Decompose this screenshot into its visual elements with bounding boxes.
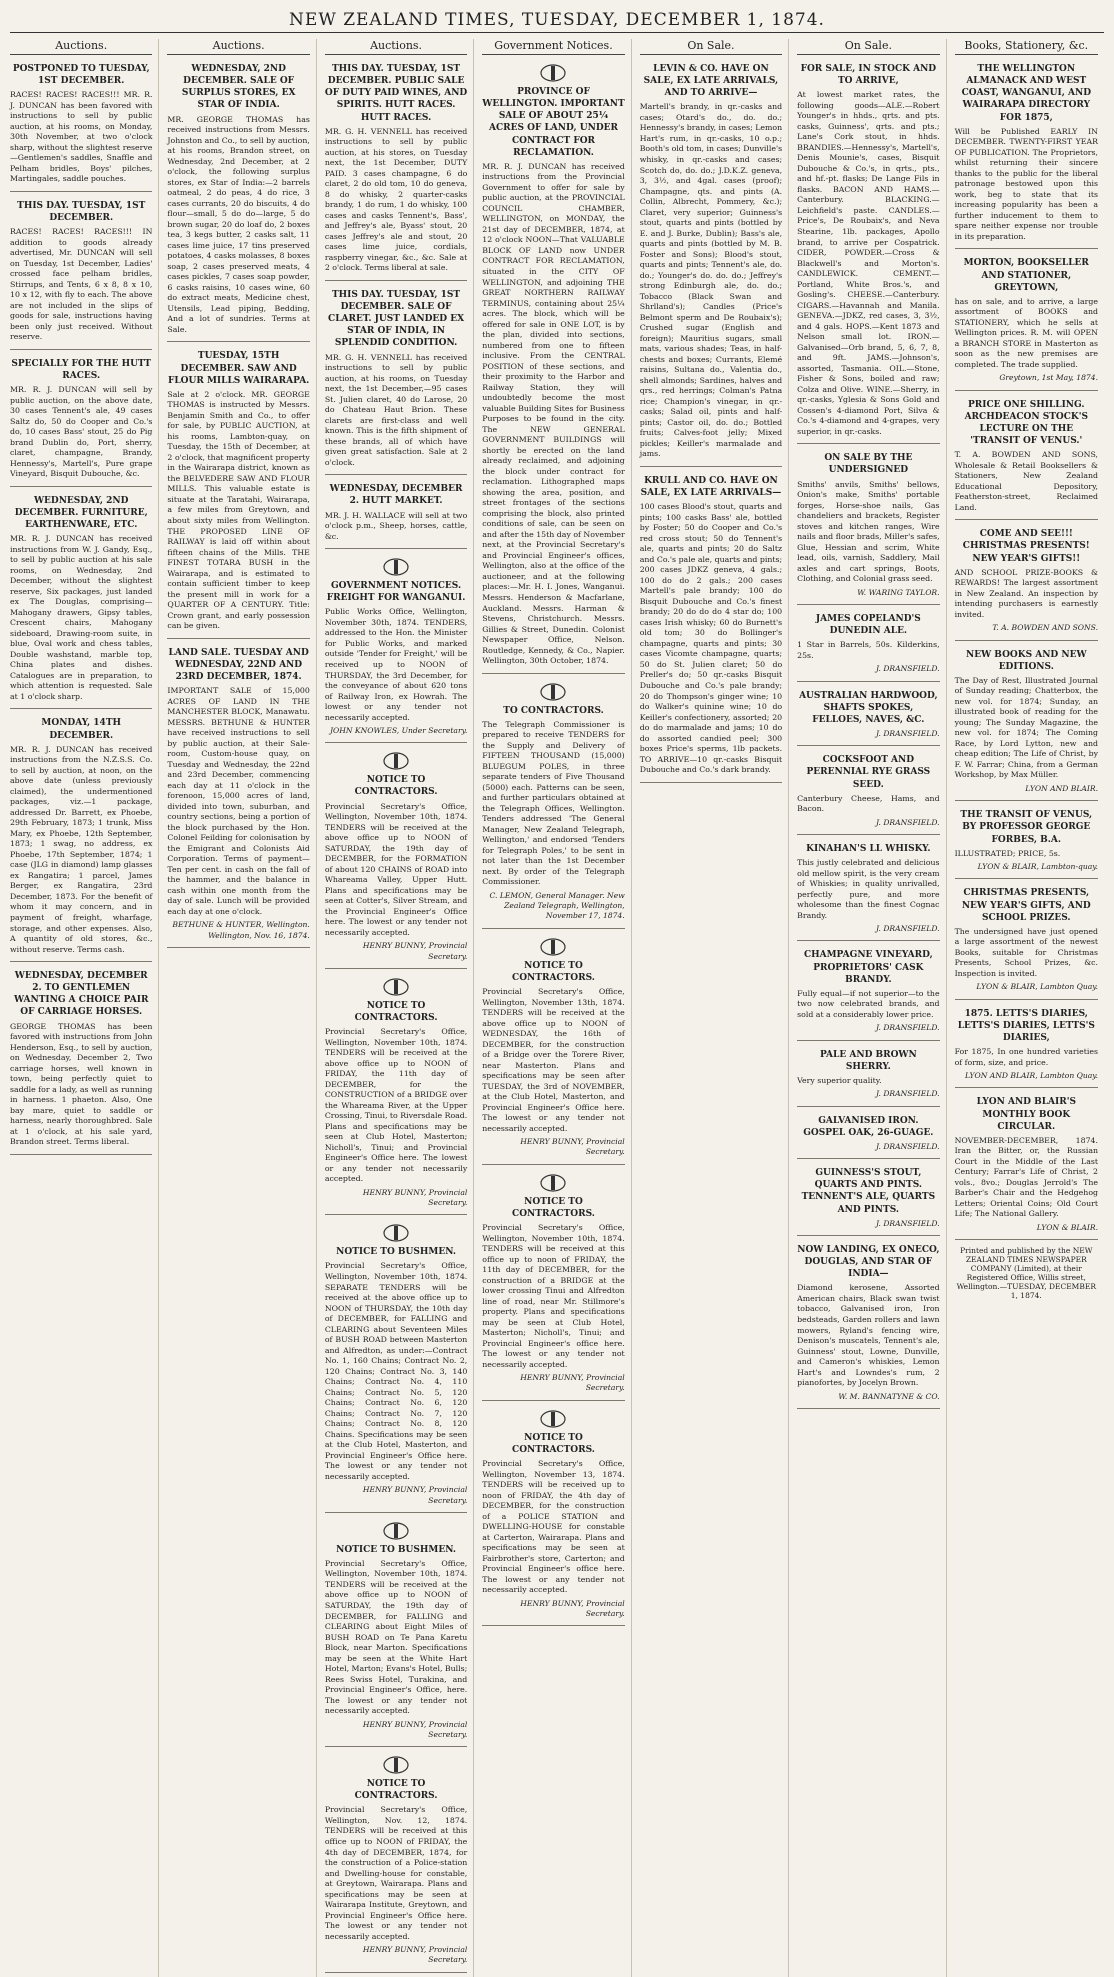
advertisement	[10, 59, 152, 192]
ad-body: Provincial Secretary's Office, Wellington, November 10th, 1874. TENDERS will be received at the above office up to NOON of SATURDAY, the 19th day of DECEMBER, for FALLING and CLEARING about Eight Miles of BUSH ROAD on Te Pana Karetu Block, near Marton. Specifications may be seen at the White Hart Hotel, Marton; Evans's Hotel, Bulls; Rees Swiss Hotel, Turakina, and Provincial Engineer's Office, here. The lowest or any tender not necessarily accepted.	[324, 1558, 468, 1716]
ad-title: NOW LANDING, EX ONECO, DOUGLAS, AND STAR OF INDIA—	[797, 1245, 940, 1280]
ad-signature: J. DRANSFIELD.	[876, 817, 940, 827]
ad-signature: J. DRANSFIELD.	[876, 728, 940, 738]
ad-title: NOTICE TO CONTRACTORS.	[354, 1000, 438, 1023]
ad-body: MR. R. J. DUNCAN has received instructions from the N.Z.S.S. Co. to sell by auction, at noon, on the above date (unless previously claimed), the undermentioned packages, viz.—1 package, addressed Dr. Barrett, ex Phoebe, 29th February, 1873; 1 trunk, Miss Mary, ex Phoebe, 12th September, 1873; 1 swag, no address, ex Phoebe, 17th September, 1874; 1 case (JLG in diamond) lamp glasses ex Rangatira; 1 parcel, James Berger, ex Rangatira, 23rd December, 1873. For the benefit of whom it may concern, and in payment of freight, wharfage, storage, and other expenses. Also, A quantity of old stores, &c., without reserve. Terms cash.	[10, 744, 153, 954]
column-4	[482, 39, 631, 1977]
advertisement	[10, 491, 152, 710]
ad-body: The undersigned have just opened a large assortment of the newest Books, suitable for Christmas Presents, School Prizes, &c. Inspection is invited.	[954, 926, 1098, 978]
ad-title: 1875. LETTS'S DIARIES, LETTS'S DIARIES, LETTS'S DIARIES,	[957, 1008, 1095, 1043]
ad-title: POSTPONED TO TUESDAY, 1ST DECEMBER.	[12, 64, 150, 87]
advertisement	[482, 1169, 624, 1401]
advertisement	[797, 1111, 939, 1160]
ad-body: MR. G. H. VENNELL has received instructions to sell by public auction, at his rooms, on Tuesday next, the 1st December,—95 cases St. Julien claret, 40 do Larose, 20 do Chateau Haut Brion. These clarets are first-class and well known. This is the fifth shipment of these brands, all of which have given great satisfaction. Sale at 2 o'clock.	[324, 352, 468, 467]
ad-signature: LYON & BLAIR, Lambton Quay.	[976, 982, 1098, 992]
advertisement	[167, 643, 309, 948]
ad-title: TUESDAY, 15TH DECEMBER. SAW AND FLOUR MILLS WAIRARAPA.	[167, 351, 310, 386]
crest-icon	[538, 63, 568, 83]
ad-signature: HENRY BUNNY, Provincial Secretary.	[520, 1373, 625, 1393]
ad-title: AUSTRALIAN HARDWOOD, SHAFTS SPOKES, FELLOES, NAVES, &C.	[799, 690, 938, 725]
advertisement	[482, 933, 624, 1165]
advertisement	[797, 448, 939, 605]
section-heading: Government Notices.	[482, 39, 624, 55]
ad-title: SPECIALLY FOR THE HUTT RACES.	[11, 358, 151, 382]
advertisement	[797, 609, 939, 682]
ad-body: At lowest market rates, the following goods—ALE.—Robert Younger's in hhds., qrts. and pts. casks, Guinness', qrts. and pts.; Lane's Cork stout, in hhds. BRANDIES.—Hennessy's, Martell's, Denis Mounie's, cases, Bisquit Dubouche & Co.'s, in qrts., pts., and hf.-pt. flasks; De Lange Fils in flasks. BACON AND HAMS.—Canterbury. BLACKING.—Leichfield's paste. CANDLES.—Price's, De Roubaix's, and Neva Stearine, 1lb. packages, Apollo brand, to arrive per Cospatrick. CIDER, POWDER.—Cross & Blackwell's and Morton's. CANDLEWICK. CEMENT.—Portland, White Bros.'s, and Gosling's. CHEESE.—Canterbury. CIGARS.—Havannah and Manila. GENEVA.—JDKZ, red cases, 3, 3½, and 4 gals. HOPS.—Kent 1873 and Nelson small lot. IRON.—Galvanised—Orb brand, 5, 6, 7, 8, and 9ft. JAMS.—Johnson's, assorted, Tasmania. OIL.—Stone, Fisher & Sons, boiled and raw; Colza and Olive. WINE.—Sherry, in qr.-casks, Yglesia & Sons Gold and Cossen's 4-diamond Port, Silva & Co.'s 4-diamond and 4-grapes, very superior, in qr.-casks.	[797, 90, 940, 436]
advertisement	[955, 1092, 1098, 1240]
ad-title: WEDNESDAY, 2ND DECEMBER. SALE OF SURPLUS STORES, EX STAR OF INDIA.	[181, 64, 296, 111]
ad-title: THE TRANSIT OF VENUS, BY PROFESSOR GEORGE FORBES, B.A.	[960, 810, 1093, 845]
advertisement	[797, 1240, 939, 1409]
column-7	[955, 39, 1104, 1977]
advertisement	[325, 1219, 467, 1512]
ad-body: T. A. BOWDEN AND SONS, Wholesale & Retail Booksellers & Stationers, New Zealand Educational Depository, Featherston-street, Reclaimed Land.	[954, 450, 1098, 512]
ad-body: IMPORTANT SALE of 15,000 ACRES OF LAND IN THE MANCHESTER BLOCK, Manawatu. MESSRS. BETHUNE & HUNTER have received instructions to sell by public auction, at their Sale-room, Custom-house quay, on Tuesday and Wednesday, the 22nd and 23rd December, commencing each day at 11 o'clock in the forenoon, 15,000 acres of land, divided into town, suburban, and country sections, being a portion of the block purchased by the Hon. Colonel Feilding for colonisation by the Emigrant and Colonists Aid Corporation. Terms of payment—Ten per cent. in cash on the fall of the hammer, and the balance in cash within one month from the day of sale. Lunch will be provided each day at one o'clock.	[167, 686, 310, 916]
ad-signature: LYON AND BLAIR.	[1025, 784, 1098, 793]
crest-icon	[381, 557, 411, 577]
ad-body: Smiths' anvils, Smiths' bellows, Onion's make, Smiths' portable forges, Horse-shoe nails, Gas chandeliers and brackets, Register stoves and kitchen ranges, Wire nails and floor brads, Miller's safes, Glue, Hessian and scrim, White lead, oils, varnish, Saddlery, Mail axles and cart springs, Boots, Clothing, and Colonial grass seed.	[797, 479, 940, 584]
advertisement	[797, 686, 939, 747]
ad-title: TO CONTRACTORS.	[503, 705, 604, 716]
ad-title: WEDNESDAY, DECEMBER 2. TO GENTLEMEN WANTING A CHOICE PAIR OF CARRIAGE HORSES.	[13, 971, 149, 1018]
ad-title: GUINNESS'S STOUT, QUARTS AND PINTS. TENNENT'S ALE, QUARTS AND PINTS.	[801, 1168, 936, 1215]
ad-body: GEORGE THOMAS has been favored with instructions from John Henderson, Esq., to sell by auction, on Wednesday, December 2, Two carriage horses, well known in town, being perfectly quiet to saddle for a lady, as well as running in harness. 1 phaeton. Also, One bay mare, quiet to saddle or harness, nearly thoroughbred. Sale at 1 o'clock, at his sale yard, Brandon street. Terms liberal.	[10, 1021, 153, 1147]
crest-icon	[381, 1223, 411, 1243]
ad-body: Provincial Secretary's Office, Wellington, November 10th, 1874. TENDERS will be received at the above office up to NOON of SATURDAY, the 19th day of DECEMBER, for the FORMATION of about 120 CHAINS of ROAD into Whareama Valley, Upper Hutt. Plans and specifications may be seen at Cotter's, Silver Stream, and the Provincial Engineer's Office here. The lowest or any tender not necessarily accepted.	[324, 801, 468, 937]
ad-title: NOTICE TO CONTRACTORS.	[354, 1779, 438, 1802]
imprint-footer: Printed and published by the NEW ZEALAND TIMES NEWSPAPER COMPANY (Limited), at their Registered Office, Willis street, Wellington.—TUESDAY, DECEMBER 1, 1874.	[956, 1246, 1096, 1301]
ad-body: MR. GEORGE THOMAS has received instructions from Messrs. Johnston and Co., to sell by auction, at his rooms, Brandon street, on Wednesday, 2nd December, at 2 o'clock, the following surplus stores, ex Star of India:—2 barrels oatmeal, 2 do peas, 4 do rice, 3 cases currants, 20 do biscuits, 4 do flour—small, 5 do do—large, 5 do brown sugar, 20 do loaf do, 2 boxes tea, 3 kegs butter, 2 casks salt, 11 cases lime juice, 17 tins preserved potatoes, 4 casks molasses, 8 boxes soap, 2 cases preserved meats, 4 cases pickles, 7 cases soap powder, 6 casks raisins, 10 cases wine, 60 do extract meats, Medicine chest, Utensils, Lead piping, Bedding, And a lot of sundries. Terms at Sale.	[167, 114, 310, 334]
advertisement	[797, 1163, 939, 1236]
ad-signature: Greytown, 1st May, 1874.	[999, 373, 1098, 383]
ad-signature: HENRY BUNNY, Provincial Secretary.	[520, 1598, 625, 1618]
advertisement	[797, 945, 939, 1040]
ad-title: THE WELLINGTON ALMANACK AND WEST COAST, WANGANUI, AND WAIRARAPA DIRECTORY FOR 1875,	[961, 64, 1091, 123]
ad-title: PALE AND BROWN SHERRY.	[819, 1049, 917, 1072]
ad-title: MORTON, BOOKSELLER AND STATIONER, GREYTOWN,	[963, 258, 1089, 293]
ad-body: This justly celebrated and delicious old mellow spirit, is the very cream of Whiskies; in quality unrivalled, perfectly pure, and more wholesome than the finest Cognac Brandy.	[797, 858, 940, 920]
section-heading: Auctions.	[167, 39, 309, 55]
ad-body: Provincial Secretary's Office, Wellington, November 13th, 1874. TENDERS will be received at the above office up to NOON of WEDNESDAY, the 16th of DECEMBER, for the construction of a Bridge over the Torere River, near Masterton. Plans and specifications may be seen after TUESDAY, the 3rd of NOVEMBER, at the Club Hotel, Masterton, and Provincial Engineer's Office here. The lowest or any tender not necessarily accepted.	[482, 987, 625, 1133]
ad-body: Will be Published EARLY IN DECEMBER. TWENTY-FIRST YEAR OF PUBLICATION. The Proprietors, whilst returning their sincere thanks to the public for the liberal patronage bestowed upon this work, beg to state that its increasing popularity has been a further inducement to them to spare neither expense nor trouble in its preparation.	[954, 126, 1098, 241]
advertisement	[955, 59, 1098, 249]
column-6	[797, 39, 946, 1977]
ad-body: Provincial Secretary's Office, Wellington, November 10th, 1874. TENDERS will be received at this office up to noon of FRIDAY, the 11th day of DECEMBER, for the construction of a BRIDGE at the lower crossing Tinui and Alfredton line of road, near Mr. Stillmore's property. Plans and specifications may be seen at Club Hotel, Masterton; Nicholl's, Tinui; and Provincial Engineer's office here. The lowest or any tender not necessarily accepted.	[482, 1223, 625, 1369]
ad-signature: W. WARING TAYLOR.	[857, 587, 940, 597]
ad-title: WEDNESDAY, DECEMBER 2. HUTT MARKET.	[329, 484, 463, 507]
ad-signature: J. DRANSFIELD.	[876, 664, 940, 674]
advertisement	[10, 354, 152, 487]
ad-body: 1 Star in Barrels, 50s. Kilderkins, 25s.	[797, 640, 940, 660]
advertisement	[167, 59, 309, 342]
ad-body: MR. R. J. DUNCAN will sell by public auction, on the above date, 30 cases Tennent's ale, 49 cases Saltz do, 50 do Cooper and Co.'s do, 10 cases Bass' stout, 25 do Pig brand Dublin do, Port, sherry, claret, champagne, Brandy, Hennessy's, Martell's, Pure grape Vineyard, Bisquit Dubouche, &c.	[10, 385, 153, 479]
advertisement	[325, 1517, 467, 1747]
ad-body: MR. R. J. DUNCAN has received instructions from the Provincial Government to offer for sale by public auction, at the PROVINCIAL COUNCIL CHAMBER, WELLINGTON, on MONDAY, the 21st day of DECEMBER, 1874, at 12 o'clock NOON—That VALUABLE BLOCK OF LAND now UNDER CONTRACT FOR RECLAMATION, situated in the CITY OF WELLINGTON, and adjoining THE GREAT NORTHERN RAILWAY TERMINUS, containing about 25¼ acres. The block, which will be offered for sale in ONE LOT, is by the plan, divided into sections, numbered from one to fifteen inclusive. From the CENTRAL POSITION of these sections, and their proximity to the Harbor and Railway Station, they will undoubtedly become the most valuable Building Sites for Business Purposes to be found in the city. The NEW GENERAL GOVERNMENT BUILDINGS will shortly be erected on the land already reclaimed, and adjoining the block under contract for reclamation. Lithographed maps showing the area, position, and street frontages of the sections comprising the block, also printed conditions of sale, can be seen on and after the 15th day of November next, at the Provincial Secretary's and Provincial Engineer's offices, Wellington, also at the office of the auctioneer, and at the following places:—Mr. H. I. Jones, Wanganui. Messrs. Henderson & Macfarlane, Auckland. Messrs. Harman & Stevens, Christchurch. Messrs. Gillies & Street, Dunedin. Colonist Newspaper Office, Nelson. Routledge, Kennedy, & Co., Napier. Wellington, 30th October, 1874.	[482, 161, 625, 666]
advertisement	[797, 750, 939, 835]
ad-signature: J. DRANSFIELD.	[876, 1089, 940, 1099]
ad-body: MR. J. H. WALLACE will sell at two o'clock p.m., Sheep, horses, cattle, &c.	[324, 510, 468, 541]
section-heading: On Sale.	[797, 39, 939, 55]
advertisement	[955, 1004, 1098, 1089]
advertisement	[482, 1405, 624, 1626]
advertisement	[955, 524, 1098, 640]
masthead-title: NEW ZEALAND TIMES, TUESDAY, DECEMBER 1, 1874.	[10, 8, 1104, 33]
ad-signature: C. LEMON, General Manager. New Zealand Telegraph, Wellington, November 17, 1874.	[489, 890, 625, 921]
advertisement	[325, 285, 467, 475]
crest-icon	[538, 937, 568, 957]
ad-title: KINAHAN'S LL WHISKY.	[806, 843, 931, 854]
ad-title: KRULL AND CO. HAVE ON SALE, EX LATE ARRIVALS—	[640, 475, 782, 499]
ad-title: LAND SALE. TUESDAY AND WEDNESDAY, 22ND AND 23RD DECEMBER, 1874.	[168, 647, 309, 682]
ad-body: AND SCHOOL PRIZE-BOOKS & REWARDS! The largest assortment in New Zealand. An inspection by intending purchasers is earnestly invited.	[954, 567, 1098, 619]
ad-body: Provincial Secretary's Office, Wellington, November 13, 1874. TENDERS will be received up to noon of FRIDAY, the 4th day of DECEMBER, for the construction of a POLICE STATION and DWELLING-HOUSE for constable at Carterton, Wairarapa. Plans and specifications may be seen at Fairbrother's store, Carterton; and Provincial Engineer's office here. The lowest or any tender not necessarily accepted.	[482, 1459, 625, 1595]
ad-body: NOVEMBER-DECEMBER, 1874. Iran the Bitter, or, the Russian Court in the Middle of the Last Century; Farrar's Life of Christ, 2 vols., 8vo.; Douglas Jerrold's The Barber's Chair and the Hedgehog Letters; Oriental Coins; Old Court Life; The National Gallery.	[954, 1135, 1098, 1219]
ad-title: NOTICE TO BUSHMEN.	[336, 1544, 456, 1555]
advertisement	[955, 883, 1098, 999]
ad-signature: HENRY BUNNY, Provincial Secretary.	[362, 1945, 468, 1965]
crest-icon	[381, 977, 411, 997]
ad-body: Diamond kerosene, Assorted American chairs, Black swan twist tobacco, Galvanised iron, Iron bedsteads, Garden rollers and lawn mowers, Ryland's fencing wire, Denison's muscatels, Tennent's ale, Guinness' stout, Lowne, Dunville, and Cameron's whiskies, Lemon Hart's and Lowndes's rum, 2 pianofortes, by Jocelyn Brown.	[797, 1283, 940, 1388]
crest-icon	[381, 1521, 411, 1541]
column-2	[167, 39, 316, 1977]
ad-title: NOTICE TO CONTRACTORS.	[512, 1196, 595, 1219]
column-3	[325, 39, 474, 1977]
ad-title: NOTICE TO CONTRACTORS.	[354, 775, 438, 798]
ad-title: LYON AND BLAIR'S MONTHLY BOOK CIRCULAR.	[976, 1097, 1076, 1132]
ad-body: RACES! RACES! RACES!!! MR. R. J. DUNCAN has been favored with instructions to sell by public auction, at his rooms, on Monday, 30th November, at two o'clock sharp, without the slightest reserve—Gentlemen's saddles, Snaffle and Pelham bridles, Boys' pilches, Martingales, saddle pouches.	[10, 90, 153, 184]
advertisement	[10, 966, 152, 1155]
ad-body: Provincial Secretary's Office, Wellington, November 10th, 1874. SEPARATE TENDERS will be received at the above office up to NOON of THURSDAY, the 10th day of DECEMBER, for FALLING and CLEARING about Seventeen Miles of BUSH ROAD between Masterton and Alfredton, as under:—Contract No. 1, 160 Chains; Contract No. 2, 120 Chains; Contract No. 3, 140 Chains; Contract No. 4, 110 Chains; Contract No. 5, 120 Chains; Contract No. 6, 120 Chains; Contract No. 7, 120 Chains; Contract No. 8, 120 Chains. Specifications may be seen at the Club Hotel, Masterton, and Provincial Engineer's Office here. The lowest or any tender not necessarily accepted.	[324, 1261, 468, 1481]
ad-title: NEW BOOKS AND NEW EDITIONS.	[965, 649, 1087, 672]
advertisement	[955, 805, 1098, 879]
ad-signature: W. M. BANNATYNE & CO.	[838, 1391, 940, 1401]
ad-signature: J. DRANSFIELD.	[876, 1141, 940, 1151]
ad-title: PROVINCE OF WELLINGTON. IMPORTANT SALE OF ABOUT 25¼ ACRES OF LAND, UNDER CONTRACT FOR RECLAMATION.	[482, 87, 625, 158]
advertisement	[955, 253, 1098, 390]
advertisement	[797, 59, 939, 444]
advertisement	[640, 471, 782, 783]
ad-signature: J. DRANSFIELD.	[876, 1023, 940, 1033]
section-heading: Auctions.	[325, 39, 467, 55]
advertisement	[325, 553, 467, 743]
ad-signature: HENRY BUNNY, Provincial Secretary.	[520, 1137, 625, 1157]
crest-icon	[538, 1409, 568, 1429]
ad-body: Martell's brandy, in qr.-casks and cases; Otard's do., do. do.; Hennessy's brandy, in cases; Lemon Hart's rum, in qr.-casks, 10 o.p.; Booth's old tom, in cases; Dunville's whisky, in qr.-casks and cases; Scotch do, do. do.; J.D.K.Z. geneva, 3, 3½, and 4gal. cases (proof); Champagne, qts. and pints (A. Collin, Albrecht, Pommery, &c.); Claret, very superior; Guinness's stout, quarts and pints (bottled by E. and J. Burke, Dublin); Bass's ale, quarts and pints (bottled by M. B. Foster and Sons); Blood's stout, quarts and pints; Tennent's ale, do. do.; Younger's do. do. do.; Jeffrey's strong Edinburgh ale, do. do.; Tobacco (Black Swan and Shrlland's); Candles (Price's Belmont sperm and De Roubaix's); Crushed sugar (English and foreign); Mauritius sugars, small mats, various shades; Teas, in half-chests and boxes; Currants, Elemé raisins, Sultana do., Valentia do., shell almonds; Sardines, halves and qrs., red herrings; Colman's Patna rice; Champion's vinegar, in qr.-casks; Salad oil, pints and half-pints; Castor oil, do. do.; Bottled fruits; Calves-foot jelly; Mixed pickles; Keiller's marmalade and jams.	[639, 102, 783, 459]
crest-icon	[381, 751, 411, 771]
ad-title: CHRISTMAS PRESENTS, NEW YEAR'S GIFTS, AND SCHOOL PRIZES.	[961, 888, 1091, 923]
advertisement	[325, 1751, 467, 1972]
column-1	[10, 39, 159, 1977]
ad-title: CHAMPAGNE VINEYARD, PROPRIETORS' CASK BRANDY.	[803, 950, 933, 985]
ad-title: GALVANISED IRON. GOSPEL OAK, 26-GUAGE.	[803, 1115, 934, 1138]
ad-signature: HENRY BUNNY, Provincial Secretary.	[362, 1485, 468, 1505]
ad-title: MONDAY, 14TH DECEMBER.	[41, 718, 122, 741]
ad-body: has on sale, and to arrive, a large assortment of BOOKS and STATIONERY, which he sells at Wellington prices. R. M. will OPEN a BRANCH STORE in Masterton as soon as the new premises are completed. The trade supplied.	[954, 296, 1098, 369]
crest-icon	[381, 1755, 411, 1775]
ad-body: Provincial Secretary's Office, Wellington, Nov. 12, 1874. TENDERS will be received at this office up to NOON of FRIDAY, the 4th day of DECEMBER, 1874, for the construction of a Police-station and Dwelling-house for constable, at Greytown, Wairarapa. Plans and specifications may be seen at Wairarapa Institute, Greytown, and Provincial Engineer's Office here. The lowest or any tender not necessarily accepted.	[324, 1805, 468, 1941]
ad-body: 100 cases Blood's stout, quarts and pints; 100 casks Bass' ale, bottled by Foster; 50 do Cooper and Co.'s red cross stout; 50 do Tennent's ale, quarts and pints; 20 do Saltz and Co.'s pale ale, quarts and pints; 200 cases JDKZ geneva, 4 gals.; 100 do do 2 gals.; 200 cases Martell's pale brandy; 100 do Bisquit Dubouche and Co.'s finest brandy; 20 do do do 4 star do; 100 cases Irish whisky; 60 do Burnett's old tom; 30 do Bollinger's champagne, quarts and pints; 30 cases Vicomte champagne, quarts; 50 do St. Julien claret; 50 do Preller's do; 50 qr.-casks Bisquit Dubouche and Co.'s pale brandy; 20 do Thompson's ginger wine; 10 do Walker's quinine wine; 10 do Keiller's confectionery, assorted; 20 do do marmalade and jams; 10 do do assorted candied peel; 300 boxes Price's sperms, 1lb packets. TO ARRIVE—10 qr.-casks Bisquit Dubouche and Co.'s dark brandy.	[639, 502, 783, 775]
ad-title: COME AND SEE!!! CHRISTMAS PRESENTS! NEW YEAR'S GIFTS!!	[962, 529, 1090, 564]
ad-signature: BETHUNE & HUNTER, Wellington. Wellington, Nov. 16, 1874.	[172, 920, 310, 940]
ad-signature: JOHN KNOWLES, Under Secretary.	[329, 726, 468, 736]
ad-title: NOTICE TO CONTRACTORS.	[512, 960, 595, 983]
ad-title: NOTICE TO CONTRACTORS.	[512, 1432, 595, 1455]
advertisement	[955, 645, 1098, 802]
ad-title: LEVIN & CO. HAVE ON SALE, EX LATE ARRIVALS, AND TO ARRIVE—	[643, 64, 779, 99]
advertisement	[10, 713, 152, 962]
advertisement	[325, 973, 467, 1216]
ad-title: PRICE ONE SHILLING. ARCHDEACON STOCK'S LECTURE ON THE 'TRANSIT OF VENUS.'	[964, 399, 1088, 447]
ad-signature: J. DRANSFIELD.	[876, 924, 940, 934]
ad-body: Sale at 2 o'clock. MR. GEORGE THOMAS is instructed by Messrs. Benjamin Smith and Co., to offer for sale, by PUBLIC AUCTION, at his rooms, Lambton-quay, on Tuesday, the 15th of December, at 2 o'clock, that magnificent property in the Wairarapa district, known as the BELVEDERE SAW AND FLOUR MILLS. This valuable estate is situate at the Taratahi, Wairarapa, a few miles from Greytown, and about sixty miles from Wellington. THE PROPOSED LINE OF RAILWAY is laid off within about fifteen chains of the Mills. THE FINEST TOTARA BUSH in the Wairarapa, and is estimated to contain sufficient timber to keep the present mill in work for a QUARTER OF A CENTURY. Title: Crown grant, and early possession can be given.	[167, 389, 310, 631]
crest-icon	[538, 682, 568, 702]
ad-body: Provincial Secretary's Office, Wellington, November 10th, 1874. TENDERS will be received at the above office up to NOON of FRIDAY, the 11th day of DECEMBER, for the CONSTRUCTION of a BRIDGE over the Whareama River, at the Upper Crossing, Tinui, to Riversdale Road. Plans and specifications may be seen at Club Hotel, Masterton; Nicholl's, Tinui; and Provincial Engineer's Office here. The lowest or any tender not necessarily accepted.	[324, 1027, 468, 1184]
ad-signature: HENRY BUNNY, Provincial Secretary.	[362, 1719, 468, 1739]
ad-signature: J. DRANSFIELD.	[876, 1218, 940, 1228]
ad-body: ILLUSTRATED; PRICE, 5s.	[954, 848, 1061, 858]
crest-icon	[538, 1173, 568, 1193]
advertisement	[482, 678, 624, 929]
ad-body: RACES! RACES! RACES!!! IN addition to goods already advertised, Mr. DUNCAN will sell on Tuesday, 1st December, Ladies' crossed face pelham bridles, Stirrups, and Tents, 6 x 8, 8 x 10, 10 x 12, with fly to each. The above are not included in the slips of goods for sale, instructions having been only just received. Without reserve.	[10, 227, 153, 342]
ad-title: WEDNESDAY, 2ND DECEMBER. FURNITURE, EARTHENWARE, ETC.	[14, 495, 148, 531]
advertisement	[482, 59, 624, 674]
columns	[10, 39, 1104, 1965]
ad-body: Canterbury Cheese, Hams, and Bacon.	[797, 793, 940, 814]
ad-title: GOVERNMENT NOTICES. FREIGHT FOR WANGANUI.	[326, 581, 466, 604]
ad-title: JAMES COPELAND'S DUNEDIN ALE.	[815, 613, 921, 637]
ad-body: Public Works Office, Wellington, November 30th, 1874. TENDERS, addressed to the Hon. the Minister for Public Works, and marked outside 'Tender for Freight,' will be received up to NOON of THURSDAY, the 3rd December, for the conveyance of about 620 tons of Railway Iron, ex Howrah. The lowest or any tender not necessarily accepted.	[324, 607, 468, 722]
ad-title: FOR SALE, IN STOCK AND TO ARRIVE,	[800, 64, 937, 87]
advertisement	[10, 196, 152, 350]
ad-title: COCKSFOOT AND PERENNIAL RYE GRASS SEED.	[806, 755, 931, 790]
ad-body: Very superior quality.	[797, 1075, 882, 1085]
ad-signature: HENRY BUNNY, Provincial Secretary.	[362, 1187, 468, 1208]
ad-signature: LYON & BLAIR.	[1036, 1222, 1098, 1232]
ad-body: For 1875, In one hundred varieties of form, size, and price.	[954, 1047, 1098, 1067]
advertisement	[325, 479, 467, 549]
ad-signature: LYON AND BLAIR, Lambton Quay.	[964, 1071, 1098, 1081]
advertisement	[167, 346, 309, 638]
ad-signature: HENRY BUNNY, Provincial Secretary.	[362, 941, 468, 961]
ad-body: MR. G. H. VENNELL has received instructions to sell by public auction, at his stores, on Tuesday next, the 1st December, DUTY PAID. 3 cases champagne, 6 do claret, 2 do old tom, 10 do geneva, 8 do whisky, 2 quarter-casks brandy, 1 do rum, 1 do whisky, 100 cases and casks Tennent's, Bass', and Jeffrey's ale, Byass' stout, 20 cases Jeffrey's ale and stout, 20 cases lime juice, cordials, raspberry vinegar, &c., &c. Sale at 2 o'clock. Terms liberal at sale.	[324, 126, 468, 273]
section-heading: Books, Stationery, &c.	[955, 39, 1098, 55]
ad-title: NOTICE TO BUSHMEN.	[336, 1247, 456, 1258]
ad-title: THIS DAY. TUESDAY, 1ST DECEMBER.	[17, 200, 146, 224]
advertisement	[640, 59, 782, 467]
ad-body: The Telegraph Commissioner is prepared to receive TENDERS for the Supply and Delivery of FIFTEEN THOUSAND (15,000) BLUEGUM POLES, in three separate tenders of Five Thousand (5000) each. Patterns can be seen, and further particulars obtained at the Telegraph Offices, Wellington. Tenders addressed 'The General Manager, New Zealand Telegraph, Wellington,' and endorsed 'Tenders for Telegraph Poles,' to be sent in not later than the 1st December next. By order of the Telegraph Commissioner.	[482, 719, 625, 887]
advertisement	[325, 59, 467, 281]
advertisement	[955, 395, 1098, 521]
ad-title: THIS DAY. TUESDAY, 1ST DECEMBER. SALE OF CLARET. JUST LANDED EX STAR OF INDIA, IN SPLENDID CONDITION.	[328, 289, 465, 349]
ad-title: THIS DAY. TUESDAY, 1ST DECEMBER. PUBLIC SALE OF DUTY PAID WINES, AND SPIRITS. HUTT RACES. HUTT RACES.	[324, 64, 468, 123]
advertisement	[325, 747, 467, 968]
ad-body: Fully equal—if not superior—to the two now celebrated brands, and sold at a considerably lower price.	[797, 988, 940, 1019]
ad-signature: LYON & BLAIR, Lambton-quay.	[977, 862, 1098, 872]
advertisement	[797, 1045, 939, 1107]
ad-signature: T. A. BOWDEN AND SONS.	[992, 623, 1098, 633]
section-heading: On Sale.	[640, 39, 782, 55]
ad-body: The Day of Rest, Illustrated Journal of Sunday reading; Chatterbox, the new vol. for 1874; Sunday, an illustrated book of reading for the young; The Sunday Magazine, the new vol. for 1874; The Coming Race, by Lord Lytton, new and cheap edition; The Life of Christ, by F. W. Farrar; China, from a German Workshop, by Max Müller.	[954, 675, 1098, 780]
advertisement	[797, 839, 939, 941]
section-heading: Auctions.	[10, 39, 152, 55]
ad-title: ON SALE BY THE UNDERSIGNED	[824, 453, 913, 476]
ad-body: MR. R. J. DUNCAN has received instructions from W. J. Gandy, Esq., to sell by public auction at his sale rooms, on Wednesday, 2nd December, without the slightest reserve, Six packages, just landed ex The Douglas, comprising—Mahogany drawers, Gipsy tables, Crescent chairs, Mahogany sideboard, Drawing-room suite, in blue, Oval work and chess tables, Double washstand, marble top, China plates and dishes. Catalogues are in preparation, to which attention is requested. Sale at 1 o'clock sharp.	[10, 534, 153, 701]
column-5	[640, 39, 789, 1977]
